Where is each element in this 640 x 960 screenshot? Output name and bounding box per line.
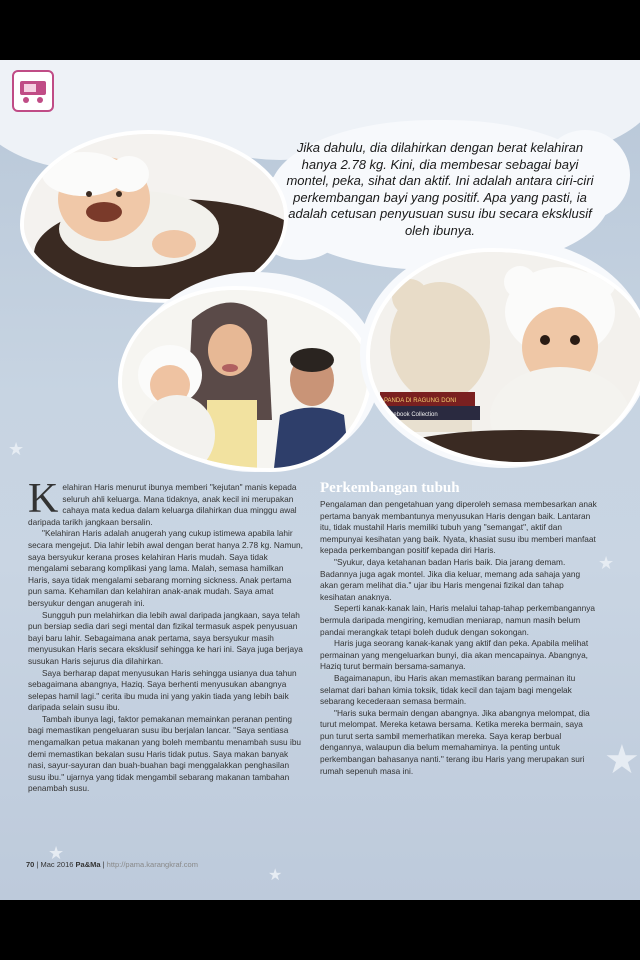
stroller-logo-icon: [12, 70, 54, 112]
article-right-column: [320, 480, 598, 777]
page-number: 70: [26, 860, 35, 869]
book-label: Notebook Collection: [384, 412, 438, 418]
article-paragraph: Pengalaman dan pengetahuan yang diperoleh semasa membesarkan anak pertama banyak membantunya menyusukan Haris dengan baik. Lantaran itu, tidak mustahil Haris memiliki tubuh yang "semangat", aktif dan mempunyai kesihatan yang baik. Nyata, khasiat susu ibu memberi manfaat kepada perkembangan positif kepada diri Haris.: [320, 499, 597, 556]
article-paragraph: "Kelahiran Haris adalah anugerah yang cukup istimewa apabila lahir secara mengejut. Dia lahir lebih awal dengan berat hanya 2.78 kg. Namun, saya bersyukur kerana proses kelahiran Haris mudah. Saya tidak mengalami sebarang komplikasi yang lama. Malah, semasa hamilkan Haris, saya tidak mengalami sebarang morning sickness. Anak pertama pun sama. Kehamilan dan kelahiran anak-anak mudah. Saya amat bersyukur dengan anugerah ini.: [28, 528, 303, 608]
star-icon: ★: [268, 867, 283, 884]
article-paragraph: "Syukur, daya ketahanan badan Haris baik. Dia jarang demam. Badannya juga agak montel. Jika dia keluar, memang ada sahaja yang akan geram melihat dia." ujar ibu Haris mengenai fizikal dan tahap kesihatan anaknya.: [320, 556, 581, 602]
article-paragraph: Kelahiran Haris menurut ibunya memberi "kejutan" manis kepada seluruh ahli keluarga. Mana tidaknya, anak kecil ini merupakan cahaya mata kedua dalam keluarga dilahirkan dua minggu awal daripada tarikh jangkaan bersalin.: [28, 476, 297, 527]
article-paragraph: Saya berharap dapat menyusukan Haris sehingga usianya dua tahun sebagaimana abangnya, Haziq. Saya berhenti menyusukan abangnya selepas hamil lagi." cerita ibu muda ini yang yakin tiada yang lebih baik daripada selain susu ibu.: [28, 667, 297, 713]
article-paragraph: Seperti kanak-kanak lain, Haris melalui tahap-tahap perkembangannya bermula daripada mengiring, kemudian meniarap, namun masih belum pandai merangkak tetapi boleh duduk dengan sokongan.: [320, 603, 596, 637]
star-icon: ★: [8, 439, 25, 459]
footer-separator: |: [36, 860, 39, 869]
article-paragraph: Tambah ibunya lagi, faktor pemakanan memainkan peranan penting bagi memastikan pengeluaran susu ibu berjalan lancar. "Saya sentiasa mengamalkan petua makanan yang boleh membantu menambah susu ibu demi memastikan bekalan susu Haris tidak putus. Saya makan banyak nasi, sayur-sayuran dan buah-buahan bagi menggalakkan penghasilan susu ibu." ujarnya yang tidak mengambil sebarang makanan tambahan penambah susu.: [28, 713, 302, 794]
page-footer: [26, 860, 198, 869]
website-link[interactable]: http://pama.karangkraf.com: [106, 860, 198, 869]
footer-separator: |: [102, 860, 105, 869]
star-icon: ★: [48, 843, 65, 863]
article-paragraph: "Haris suka bermain dengan abangnya. Jika abangnya melompat, dia turut melompat. Mereka ketawa bersama. Ketika mereka bermain, saya pun turut serta sambil memerhatikan mereka. Saya kerap berbual dengannya, walaupun dia belum memahaminya. Ia penting untuk perkembangan bahasanya nanti." terang ibu Haris yang merupakan suri rumah sepenuh masa ini.: [320, 707, 590, 776]
article-paragraph: Haris juga seorang kanak-kanak yang aktif dan peka. Apabila melihat permainan yang mengeluarkan bunyi, dia akan mencapainya. Abangnya, Haziq turut bermain bersama-samanya.: [320, 638, 589, 672]
photo-mother-and-sons: [118, 286, 372, 472]
issue-date: Mac 2016: [40, 860, 74, 869]
dropcap: K: [28, 476, 59, 522]
star-icon: ★: [604, 738, 640, 782]
article-paragraph: Sungguh pun melahirkan dia lebih awal daripada jangkaan, saya telah pun bersiap sedia dari segi mental dan fizikal termasuk aspek penyusuan bayi baru lahir. Sebagaimana anak pertama, saya bersyukur masih menyusukan Haris secara eksklusif sehingga ke hari ini. Saya juga berjaya susukan Haris sejurus dia dilahirkan.: [28, 609, 303, 666]
magazine-page: [0, 60, 640, 900]
section-heading: Perkembangan tubuh: [320, 480, 460, 496]
brand-name: Pa&Ma: [75, 860, 101, 869]
star-icon: ★: [598, 553, 615, 573]
article-left-column: [28, 476, 304, 795]
book-label: PANDA DI RAGUNG DONI: [384, 398, 457, 404]
article-paragraph: Bagaimanapun, ibu Haris akan memastikan barang permainan itu selamat dari bahan kimia toksik, tidak kecil dan tajam bagi mengelak sebarang kecederaan semasa bermain.: [320, 672, 576, 707]
photo-caption: Jika dahulu, dia dilahirkan dengan berat kelahiran hanya 2.78 kg. Kini, dia membesar sebagai bayi montel, peka, sihat dan aktif. Ini adalah antara ciri-ciri perkembangan bayi yang positif. Apa yang pasti, ia adalah cetusan penyusuan susu ibu secara eksklusif oleh ibunya.: [286, 140, 594, 238]
